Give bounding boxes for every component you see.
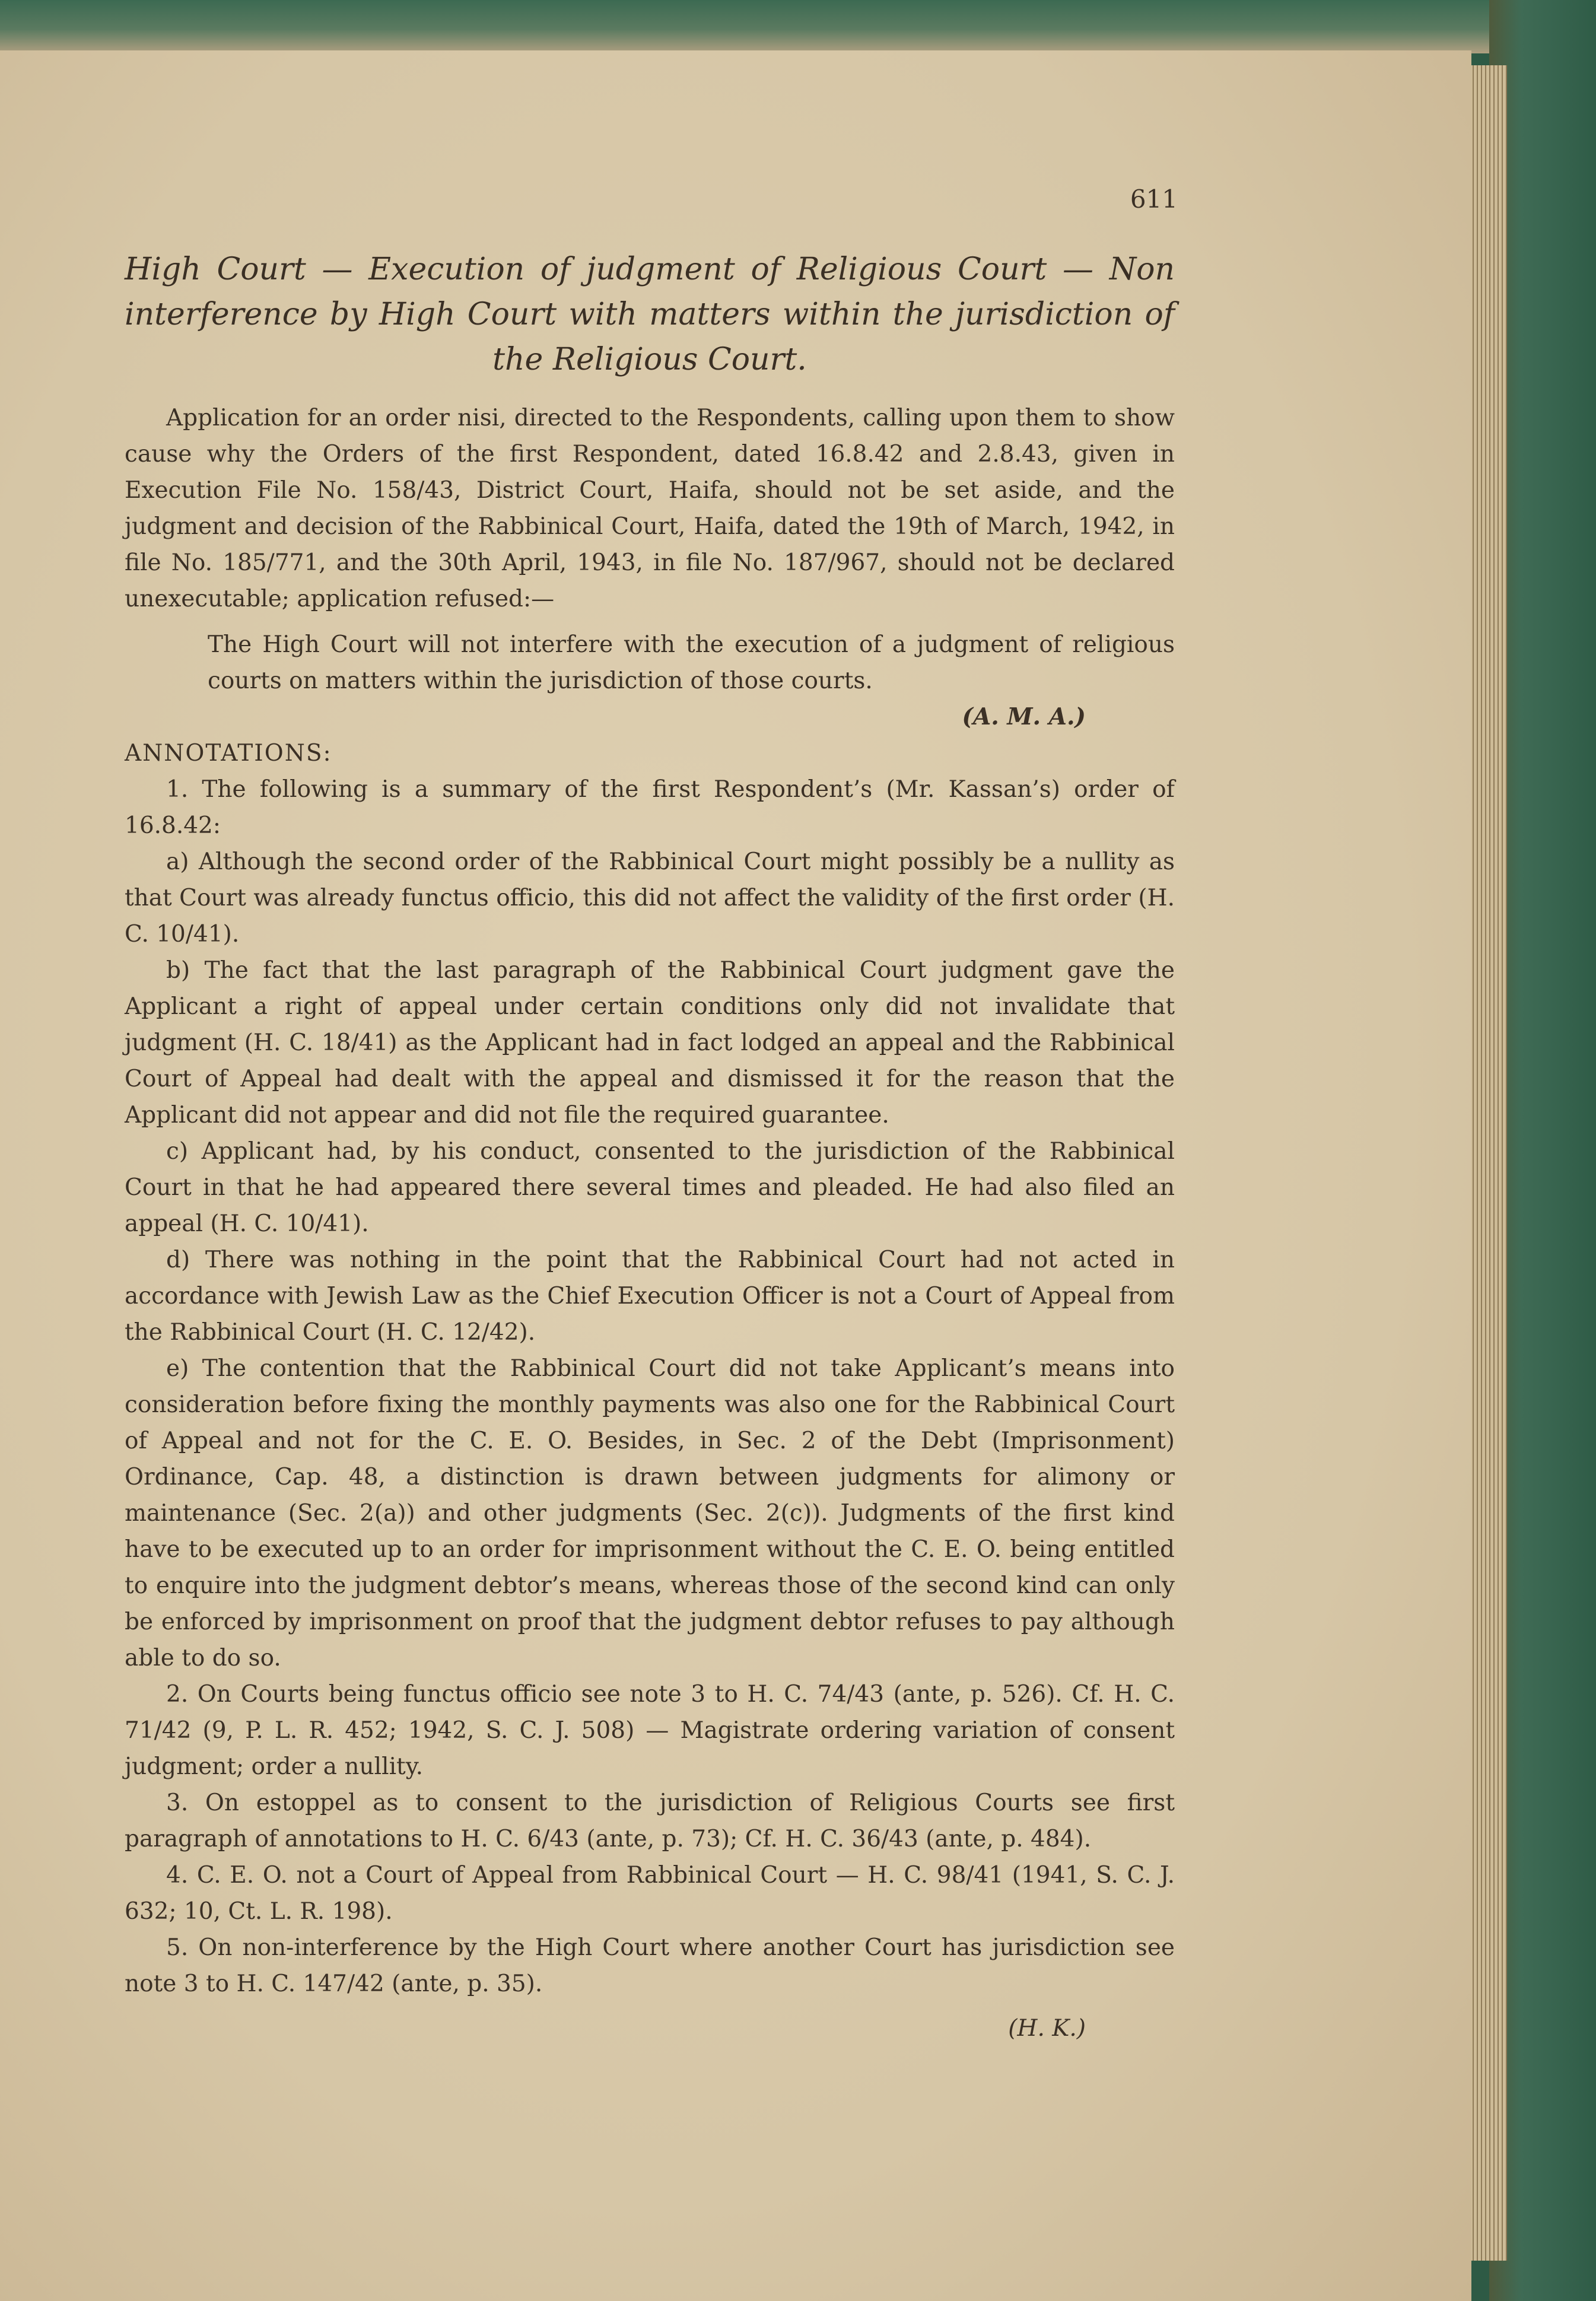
annotation-item: d) There was nothing in the point that the Rabbinical Court had not acted in accordance with Jewish Law as the Chief Execution Officer is not a Court of Appeal from the Rabbinical Court (H. C. 12/42). (125, 1247, 1175, 1346)
annotation-item: 3. On estoppel as to consent to the jurisdiction of Religious Courts see first paragraph of annotations to H. C. 6/43 (ante, p. 73); Cf. H. C. 36/43 (ante, p. 484). (125, 1790, 1175, 1852)
annotation-item: 2. On Courts being functus officio see note 3 to H. C. 74/43 (ante, p. 526). Cf. H. C. 71/42 (9, P. L. R. 452; 1942, S. C. J. 508) — Magistrate ordering variation of consent judgment; order a nullity. (125, 1681, 1175, 1780)
annotation-item: 4. C. E. O. not a Court of Appeal from Rabbinical Court — H. C. 98/41 (1941, S. C. J. 632; 10, Ct. L. R. 198). (125, 1862, 1175, 1925)
held-paragraph: The High Court will not interfere with the execution of a judgment of religious courts on matters within the jurisdiction of those courts. (208, 631, 1175, 694)
book-page (0, 50, 1471, 2301)
annotation-item: c) Applicant had, by his conduct, consented to the jurisdiction of the Rabbinical Court in that he had appeared there several times and pleaded. He had also filed an appeal (H. C. 10/41). (125, 1138, 1175, 1237)
annotation-item: a) Although the second order of the Rabbinical Court might possibly be a nullity as that Court was already functus officio, this did not affect the validity of the first order (H. C. 10/41). (125, 848, 1175, 948)
annotation-item: b) The fact that the last paragraph of the Rabbinical Court judgment gave the Applicant a right of appeal under certain conditions only did not invalidate that judgment (H. C. 18/41) as the Applicant had in fact lodged an appeal and the Rabbinical Court of Appeal had dealt with the appeal and dismissed it for the reason that the Applicant did not appear and did not file the required guarantee. (125, 957, 1175, 1129)
book-cover-top (0, 0, 1519, 53)
case-heading: High Court — Execution of judgment of Religious Court — Non interference by High Court with matters within the jurisdiction of the Religious Court. (125, 252, 1175, 377)
page-edges (1465, 65, 1507, 2261)
annotations-title: ANNOTATIONS: (125, 740, 332, 767)
annotation-item: 5. On non-interference by the High Court where another Court has jurisdiction see note 3 to H. C. 147/42 (ante, p. 35). (125, 1934, 1175, 1997)
reporter-initials-2: (H. K.) (1008, 2015, 1086, 2042)
annotation-item: e) The contention that the Rabbinical Court did not take Applicant’s means into consideration before fixing the monthly payments was also one for the Rabbinical Court of Appeal and not for the C. E. O. Besides, in Sec. 2 of the Debt (Imprisonment) Ordinance, Cap. 48, a distinction is drawn between judgments for alimony or maintenance (Sec. 2(a)) and other judgments (Sec. 2(c)). Judgments of the first kind have to be executed up to an order for imprisonment without the C. E. O. being entitled to enquire into the judgment debtor’s means, whereas those of the second kind can only be enforced by imprisonment on proof that the judgment debtor refuses to pay although able to do so. (125, 1355, 1175, 1671)
annotation-item: 1. The following is a summary of the first Respondent’s (Mr. Kassan’s) order of 16.8.42: (125, 776, 1175, 839)
page-content (125, 181, 1178, 2046)
reporter-initials-1: (A. M. A.) (962, 703, 1086, 730)
page-number: 611 (1130, 185, 1178, 214)
application-paragraph: Application for an order nisi, directed to the Respondents, calling upon them to show cause why the Orders of the first Respondent, dated 16.8.42 and 2.8.43, given in Execution File No. 158/43, District Court, Haifa, should not be set aside, and the judgment and decision of the Rabbinical Court, Haifa, dated the 19th of March, 1942, in file No. 185/771, and the 30th April, 1943, in file No. 187/967, should not be declared unexecutable; application refused:— (125, 405, 1175, 612)
